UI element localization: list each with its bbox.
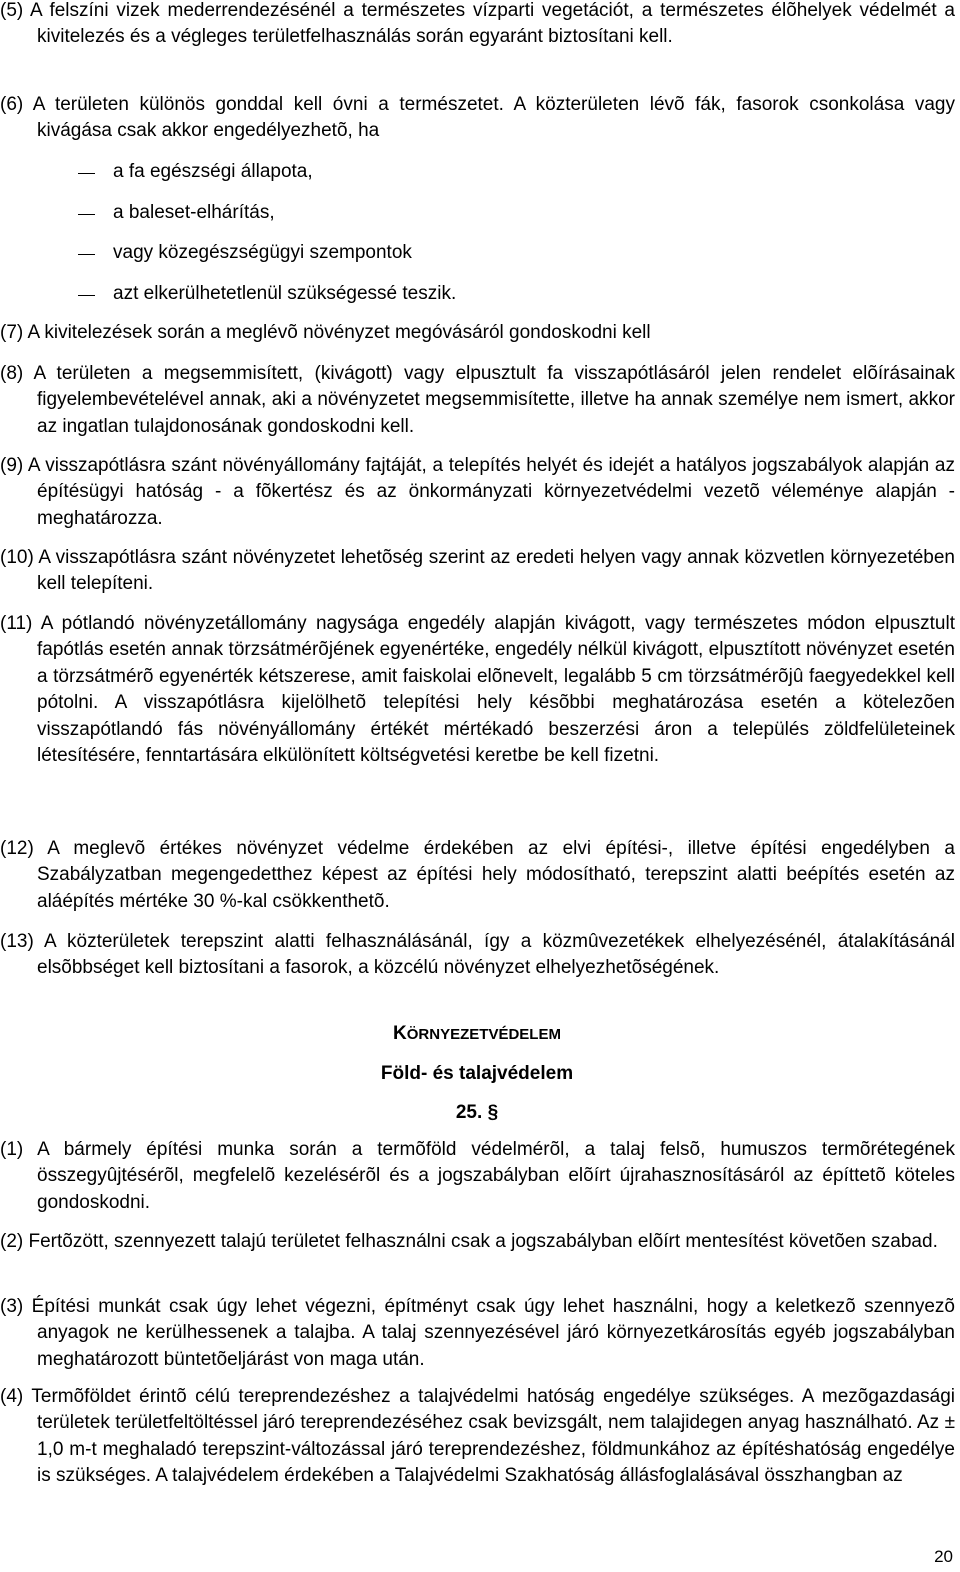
paragraph-6: (6) A területen különös gonddal kell óvni a természetet. A közterületen lévõ fák, fasorok csonkolása vagy kivágása csak akkor engedélyezhetõ, ha [0, 94, 955, 142]
heading-environment-initial: K [393, 1023, 407, 1044]
section-number [0, 1100, 954, 1126]
paragraph-5: (5) A felszíni vizek mederrendezésénél a természetes vízparti vegetációt, a természetes élõhelyek védelmét a kivitelezés és a végleges területfelhasználás során egyaránt biztosítani kell. [0, 0, 955, 48]
page-number: 20 [934, 1546, 953, 1566]
list-item: azt elkerülhetetlenül szükségessé teszik. [0, 281, 918, 322]
paragraph-9: (9) A visszapótlásra szánt növényállomány fajtáját, a telepítés helyét és idejét a hatályos jogszabályok alapján az építésügyi hatóság - a fõkertész és az önkormányzati környezetvédelmi vezetõ véleménye alapján - meghatározza. [0, 455, 955, 529]
section-paragraph-3: (3) Építési munkát csak úgy lehet végezni, építményt csak úgy lehet használni, hogy a keletkezõ szennyezõ anyagok ne kerülhessenek a talajba. A talaj szennyezésével járó környezetkárosítás egyéb jogszabályban meghatározott büntetõeljárást von maga után. [0, 1296, 955, 1370]
heading-soil-protection: Föld- és talajvédelem [380, 1063, 574, 1084]
heading-environment-rest: ÖRNYEZETVÉDELEM [406, 1026, 561, 1043]
section-number-value: 25. [455, 1102, 483, 1123]
section-sign: § [487, 1102, 499, 1123]
list-item: a fa egészségi állapota, [0, 159, 918, 200]
paragraph-11: (11) A pótlandó növényzetállomány nagysága engedély alapján kivágott, vagy természetes módon elpusztult fapótlás esetén annak törzsátmérõjének egyenértéke, engedély nélkül kivágott, elpusztított növényzet esetén a törzsátmérõ egyenérték kétszerese, amit faiskolai elõnevelt, legalább 5 cm törzsátmérõjû faegyedekkel kell pótolni. A visszapótlásra kijelölhetõ telepítési hely késõbbi meghatározása esetén a kötelezõen visszapótlandó fás növényállomány értékét mértékadó beszerzési áron a település zöldfelületeinek létesítésére, fenntartására elkülönített költségvetési keretbe be kell fizetni. [0, 613, 955, 767]
paragraph-8: (8) A területen a megsemmisített, (kivágott) vagy elpusztult fa visszapótlásáról jelen rendelet elõírásainak figyelembevételével annak, aki a növényzetet megsemmisítette, illetve ha annak személye nem ismert, akkor az ingatlan tulajdonosának gondoskodni kell. [0, 363, 955, 437]
paragraph-7: (7) A kivitelezések során a meglévõ növényzet megóvásáról gondoskodni kell [0, 322, 651, 343]
section-paragraph-1: (1) A bármely építési munka során a termõföld védelmérõl, a talaj felsõ, humuszos termõrétegének összegyûjtésérõl, megfelelõ kezelésérõl és a jogszabályban elõírt újrahasznosításáról az építtetõ köteles gondoskodni. [0, 1139, 955, 1213]
list-item: a baleset-elhárítás, [0, 200, 918, 241]
paragraph-10: (10) A visszapótlásra szánt növényzetet lehetõség szerint az eredeti helyen vagy annak közvetlen környezetében kell telepíteni. [0, 547, 955, 595]
condition-list [0, 159, 918, 321]
paragraph-12: (12) A meglevõ értékes növényzet védelme érdekében az elvi építési-, illetve építési engedélyben a Szabályzatban megengedetthez képest az építési hely módosítható, terepszint alatti beépítés esetén az aláépítés mértéke 30 %-kal csökkenthetõ. [0, 838, 955, 912]
paragraph-13: (13) A közterületek terepszint alatti felhasználásánál, így a közmûvezetékek elhelyezésénél, átalakításánál elsõbbséget kell biztosítani a fasorok, a közcélú növényzet elhelyezhetõségének. [0, 931, 955, 979]
heading-environment [0, 1021, 954, 1048]
section-paragraph-2: (2) Fertõzött, szennyezett talajú területet felhasználni csak a jogszabályban elõírt mentesítést követõen szabad. [0, 1231, 938, 1252]
section-paragraph-4: (4) Termõföldet érintõ célú tereprendezéshez a talajvédelmi hatóság engedélye szükséges. A mezõgazdasági területek területfeltöltéssel járó tereprendezéséhez csak bevizsgált, nem talajidegen anyag használható. Az ± 1,0 m-t meghaladó terepszint-változással járó tereprendezéshez, földmunkához az építéshatóság engedélye is szükséges. A talajvédelem érdekében a Talajvédelmi Szakhatóság állásfoglalásával összhangban az [0, 1386, 955, 1487]
list-item: vagy közegészségügyi szempontok [0, 240, 918, 281]
